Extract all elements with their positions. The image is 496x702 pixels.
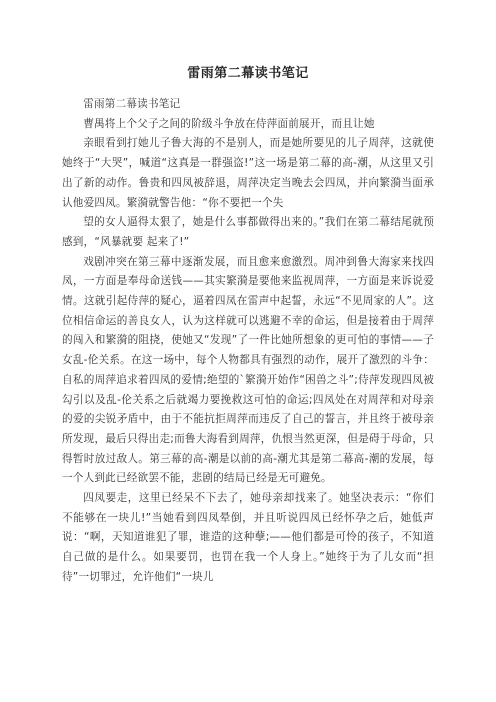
document-title: 雷雨第二幕读书笔记 bbox=[187, 66, 309, 81]
paragraph: 四凤要走，这里已经呆不下去了，她母亲却找来了。她坚决表示：“你们不能够在一块儿!”当她看到四凤晕倒，并且听说四凤已经怀孕之后，她低声说：“啊，天知道谁犯了罪，谁造的这种孽;——他们都是可怜的孩子，不知道自己做的是什么。如果要罚，也罚在我一个人身上。”她终于为了儿女而“担待”一切罪过，允许他们“一块儿 bbox=[62, 492, 434, 583]
paragraph: 亲眼看到打她儿子鲁大海的不是别人，而是她所要见的儿子周萍，这就使她终于“大哭”，喊道“这真是一群强盗!”这一场是第二幕的高-潮，从这里又引出了新的动作。鲁贵和四凤被辞退，周萍决定当晚去会四凤，并向繁漪当面承认他爱四凤。繁漪就警告他：“你不要把一个失 bbox=[62, 137, 434, 209]
paragraph: 戏剧冲突在第三幕中逐渐发展，而且愈来愈激烈。周冲到鲁大海家来找四凤，一方面是奉母命送钱——其实繁漪是要他来监视周萍，一方面是来诉说爱情。这就引起侍萍的疑心，逼着四凤在雷声中起誓，永远“不见周家的人”。这位相信命运的善良女人，认为这样就可以逃避不幸的命运，但是接着由于周萍的闯入和繁漪的阻挠，使她又“发现”了一件比她所想象的更可怕的事情——子女乱-伦关系。在这一场中，每个人物都具有强烈的动作，展开了激烈的斗争：自私的周萍追求着四凤的爱情;绝望的`繁漪开始作“困兽之斗”;侍萍发现四凤被勾引以及乱-伦关系之后就竭力要挽救这可怕的命运;四凤处在对周萍和对母亲的爱的尖锐矛盾中，由于不能抗拒周萍而违反了自己的誓言，并且终于被母亲所发现，最后只得出走;而鲁大海看到周萍，仇恨当然更深，但是碍于母命，只得暂时放过敌人。第三幕的高-潮是以前的高-潮尤其是第二幕高-潮的发展，每一个人到此已经欲罢不能，悲剧的结局已经是无可避免。 bbox=[62, 255, 434, 485]
document-body bbox=[62, 95, 434, 588]
paragraph: 雷雨第二幕读书笔记 bbox=[83, 98, 181, 110]
paragraph: 曹禺将上个父子之间的阶级斗争放在侍萍面前展开，而且让她 bbox=[83, 117, 375, 130]
paragraph: 望的女人逼得太狠了，她是什么事都做得出来的。”我们在第二幕结尾就预感到，“风暴就要 起来了!” bbox=[62, 216, 434, 248]
